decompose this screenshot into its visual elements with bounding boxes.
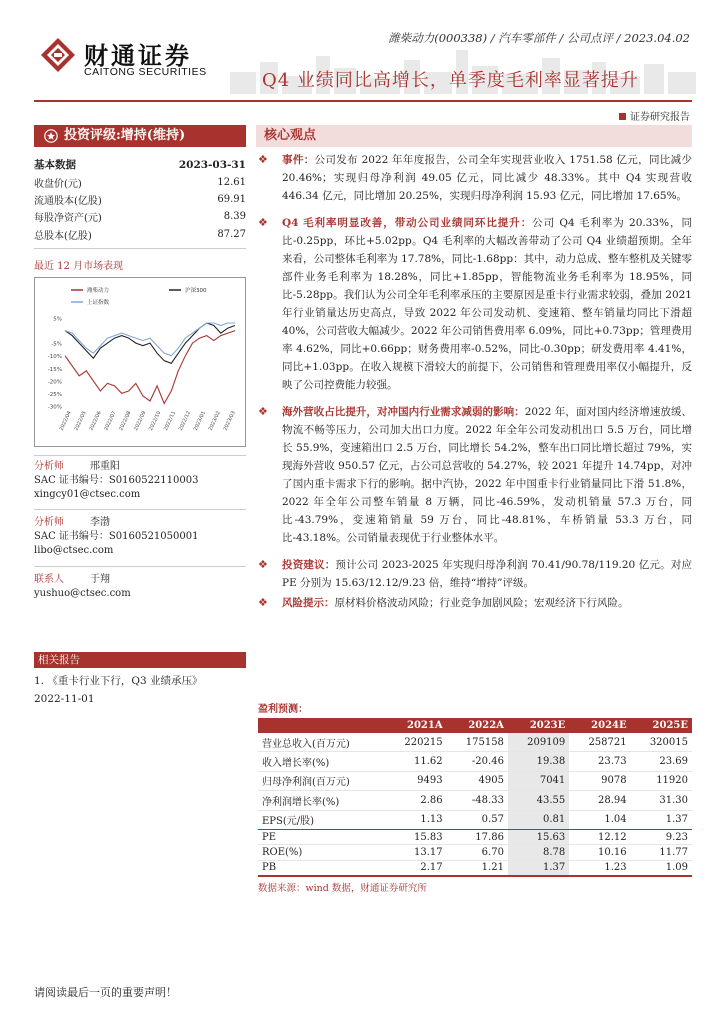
forecast-cell: 0.57 [447, 810, 508, 829]
core-view-header: 核心观点 [256, 125, 692, 147]
diamond-bullet-icon: ❖ [258, 558, 268, 571]
forecast-cell: 9.23 [631, 829, 692, 844]
x-tick-label: 2022/09 [133, 410, 148, 432]
legend-label: 潍柴动力 [87, 288, 110, 294]
basic-data-label: 总股本(亿股) [34, 230, 92, 242]
analyst-cert: SAC 证书编号：S0160521050001 [34, 531, 199, 542]
logo-text-en: CAITONG SECURITIES [84, 66, 207, 78]
x-tick-label: 2022/06 [88, 410, 103, 432]
forecast-cell: 10.16 [569, 845, 630, 860]
x-tick-label: 2022/12 [177, 410, 193, 432]
forecast-cell: 23.69 [631, 752, 692, 771]
forecast-row-label: PB [258, 860, 385, 876]
forecast-cell: 175158 [447, 733, 508, 752]
forecast-col-header: 2022A [447, 718, 508, 733]
basic-data-value: 8.39 [223, 211, 246, 223]
x-tick-label: 2023/03 [222, 410, 237, 432]
related-reports-header: 相关报告 [34, 652, 246, 668]
analyst-email[interactable]: libo@ctsec.com [34, 545, 114, 556]
sidebar-divider [34, 248, 246, 249]
diamond-bullet-icon: ❖ [258, 216, 268, 229]
report-type-label: 证券研究报告 [630, 112, 690, 123]
chart-label: 最近 12 月市场表现 [34, 261, 124, 272]
data-source: 数据来源：wind 数据，财通证券研究所 [258, 883, 427, 894]
forecast-cell: 258721 [569, 733, 630, 752]
forecast-cell: 0.81 [508, 810, 569, 829]
logo-text-cn: 财通证券 [84, 42, 192, 70]
forecast-table [258, 718, 692, 877]
x-tick-label: 2022/10 [148, 410, 163, 432]
diamond-bullet-icon: ❖ [258, 596, 268, 609]
forecast-cell: -48.33 [447, 791, 508, 810]
basic-data-table [34, 156, 246, 243]
x-tick-label: 2022/07 [103, 410, 118, 432]
point-head: Q4 毛利率明显改善，带动公司业绩同环比提升： [282, 217, 533, 229]
basic-data-row [34, 173, 246, 190]
forecast-cell: 4905 [447, 771, 508, 790]
analyst-name: 李渤 [90, 517, 110, 528]
basic-data-label: 流通股本(亿股) [34, 195, 102, 207]
forecast-cell: 2.86 [385, 791, 446, 810]
forecast-cell: 17.86 [447, 829, 508, 844]
basic-data-title: 基本数据 [34, 159, 76, 172]
forecast-col-header: 2021A [385, 718, 446, 733]
y-tick-label: -5% [51, 341, 62, 348]
basic-data-value: 69.91 [217, 193, 246, 205]
diamond-bullet-icon: ❖ [258, 153, 268, 166]
diamond-bullet-icon: ❖ [258, 405, 268, 418]
forecast-row [258, 860, 692, 876]
basic-data-date: 2023-03-31 [178, 158, 246, 171]
legend-label: 上证指数 [87, 300, 110, 306]
basic-data-value: 87.27 [217, 228, 246, 240]
y-tick-label: -10% [47, 354, 62, 361]
contact-email[interactable]: yushuo@ctsec.com [34, 588, 131, 599]
forecast-cell: 23.73 [569, 752, 630, 771]
rating-bar [34, 125, 246, 147]
forecast-cell: 9078 [569, 771, 630, 790]
forecast-cell: 320015 [631, 733, 692, 752]
forecast-cell: 11.62 [385, 752, 446, 771]
sidebar-divider [34, 509, 246, 510]
core-view-body [258, 151, 692, 621]
basic-data-row [34, 226, 246, 243]
forecast-cell: 43.55 [508, 791, 569, 810]
forecast-table-body [258, 733, 692, 876]
rating-label: 投资评级:增持(维持) [64, 128, 186, 143]
related-report-date: 2022-11-01 [34, 693, 95, 705]
x-tick-label: 2022/08 [118, 410, 133, 432]
forecast-cell: 12.12 [569, 829, 630, 844]
y-tick-label: -25% [47, 391, 62, 398]
forecast-cell: 209109 [508, 733, 569, 752]
point-text: 预计公司 2023-2025 年实现归母净利润 70.41/90.78/119.20 亿元。对应 PE 分别为 15.63/12.12/9.23 倍，维持“增持”评级。 [282, 559, 693, 589]
point-text: 公司 Q4 毛利率为 20.33%，同比-0.25pp，环比+5.02pp。Q4 毛利率的大幅改善带动了公司 Q4 业绩超预期。全年来看，公司整体毛利率为 17.78%，同比-1.68pp：其中，动力总成、整车整机及关键零部件业务毛利率为 18.28%，同比+1.85pp，智能物流业务毛利率为 18.95%，同比-5.28pp。我们认为公司全年毛利率承压的主要原因是重卡行业需求较弱，叠加 2021 年行业销量达历史高点，导致 2022 年公司发动机、变速箱、整车销量均同比下滑超 40%，公司营收大幅减少。2022 年公司销售费用率 6.09%，同比+0.73pp；管理费用率 4.62%，同比+0.66pp；财务费用率-0.52%，同比-0.30pp；研发费用率 4.41%，同比+1.03pp。在收入规模下滑较大的前提下，公司销售和管理费用率仅小幅提升，反映了公司控费能力较强。 [282, 217, 692, 391]
shield-icon [44, 129, 58, 143]
forecast-cell: 1.21 [447, 860, 508, 876]
analyst-block [34, 460, 246, 502]
forecast-header-row [258, 718, 692, 733]
series-line [65, 331, 235, 404]
forecast-row [258, 733, 692, 752]
forecast-row-label: 营业总收入(百万元) [258, 733, 385, 752]
forecast-cell: 1.37 [631, 810, 692, 829]
forecast-cell: 15.63 [508, 829, 569, 844]
y-tick-label: 5% [53, 316, 62, 323]
forecast-cell: 9493 [385, 771, 446, 790]
sidebar-divider [34, 455, 246, 456]
sidebar-divider [34, 566, 246, 567]
legend-label: 沪深300 [185, 288, 207, 294]
x-tick-label: 2023/01 [192, 410, 207, 432]
forecast-row-label: 收入增长率(%) [258, 752, 385, 771]
forecast-row-label: PE [258, 829, 385, 844]
forecast-label: 盈利预测： [258, 704, 308, 715]
basic-data-label: 每股净资产(元) [34, 213, 102, 225]
contact-name: 于翔 [90, 574, 110, 585]
forecast-cell: 19.38 [508, 752, 569, 771]
contact-role: 联系人 [34, 574, 64, 585]
point-head: 海外营收占比提升，对冲国内行业需求减弱的影响： [282, 406, 525, 418]
y-tick-label: -15% [47, 366, 62, 373]
square-bullet-icon [619, 113, 626, 120]
forecast-cell: 6.70 [447, 845, 508, 860]
x-tick-label: 2022/11 [162, 410, 178, 432]
series-line [65, 323, 235, 356]
point-text: 2022 年，面对国内经济增速放缓、物流不畅等压力，公司加大出口力度。2022 年全年公司发动机出口 5.5 万台，同比增长 55.9%，变速箱出口 2.5 万台，同比增长 54.2%，整车出口同比增长超过 79%，实现海外营收 950.57 亿元，占公司总营收的 54.27%，较 2021 年提升 14.74pp，对冲了国内重卡需求下行的影响。据中汽协，2022 年中国重卡行业销量同比下滑 51.8%，2022 年全年公司整车销量 8 万辆，同比-46.59%，发动机销量 57.3 万台，同比-43.79%，变速箱销量 59 万台，同比-48.81%，车桥销量 53.3 万台，同比-43.18%。公司销量表现优于行业整体水平。 [282, 406, 693, 544]
forecast-cell: 2.17 [385, 860, 446, 876]
forecast-row [258, 829, 692, 844]
basic-data-row [34, 208, 246, 225]
analyst-name: 邢重阳 [90, 461, 120, 472]
analyst-email[interactable]: xingcy01@ctsec.com [34, 489, 141, 500]
point-head: 事件： [282, 154, 315, 166]
report-title: Q4 业绩同比高增长，单季度毛利率显著提升 [262, 70, 639, 91]
related-reports-list [34, 672, 246, 708]
forecast-row-label: 归母净利润(百万元) [258, 771, 385, 790]
market-performance-chart [34, 277, 246, 447]
forecast-cell: 7041 [508, 771, 569, 790]
forecast-col-header: 2024E [569, 718, 630, 733]
forecast-cell: 15.83 [385, 829, 446, 844]
forecast-row-label: 净利润增长率(%) [258, 791, 385, 810]
header-divider [34, 100, 692, 102]
forecast-row-label: ROE(%) [258, 845, 385, 860]
forecast-row [258, 752, 692, 771]
forecast-row [258, 810, 692, 829]
forecast-col-header: 2023E [508, 718, 569, 733]
point-advice [258, 556, 692, 592]
analyst-role: 分析师 [34, 461, 64, 472]
point-text: 原材料价格波动风险；行业竞争加剧风险；宏观经济下行风险。 [334, 597, 629, 609]
basic-data-panel [34, 156, 246, 243]
forecast-cell: 31.30 [631, 791, 692, 810]
report-type [619, 108, 690, 123]
forecast-cell: 1.04 [569, 810, 630, 829]
forecast-row-label: EPS(元/股) [258, 810, 385, 829]
point-head: 风险提示： [282, 597, 335, 609]
point-risk [258, 594, 692, 612]
basic-data-value: 12.61 [217, 176, 246, 188]
forecast-cell: 1.09 [631, 860, 692, 876]
forecast-cell: -20.46 [447, 752, 508, 771]
forecast-cell: 8.78 [508, 845, 569, 860]
chart-svg [35, 278, 245, 446]
forecast-cell: 1.37 [508, 860, 569, 876]
forecast-cell: 11920 [631, 771, 692, 790]
point-overseas [258, 403, 692, 547]
forecast-cell: 11.77 [631, 845, 692, 860]
y-tick-label: -30% [47, 404, 62, 411]
breadcrumb: 潍柴动力(000338) / 汽车零部件 / 公司点评 / 2023.04.02 [388, 31, 690, 45]
forecast-row [258, 845, 692, 860]
x-tick-label: 2023/02 [207, 410, 222, 432]
x-tick-label: 2022/04 [58, 410, 73, 432]
point-head: 投资建议： [282, 559, 336, 571]
basic-data-row [34, 191, 246, 208]
caitong-logo-icon [40, 37, 76, 73]
forecast-col-header: 2025E [631, 718, 692, 733]
footer-disclaimer: 请阅读最后一页的重要声明！ [34, 986, 177, 999]
contact-block [34, 573, 246, 601]
point-margin [258, 214, 692, 394]
forecast-row [258, 771, 692, 790]
forecast-cell: 1.23 [569, 860, 630, 876]
forecast-col-header [258, 718, 385, 733]
basic-data-header-row [34, 156, 246, 173]
related-report-link[interactable]: 1. 《重卡行业下行，Q3 业绩承压》 [34, 675, 203, 687]
point-text: 公司发布 2022 年年度报告，公司全年实现营业收入 1751.58 亿元，同比减少 20.46%；实现归母净利润 49.05 亿元，同比减少 48.33%。其中 Q4 实现营收 446.34 亿元，同比增加 20.25%，实现归母净利润 15.93 亿元，同比增加 17.65%。 [282, 154, 692, 202]
forecast-row [258, 791, 692, 810]
basic-data-label: 收盘价(元) [34, 178, 82, 190]
forecast-cell: 28.94 [569, 791, 630, 810]
y-tick-label: -20% [47, 379, 62, 386]
forecast-cell: 1.13 [385, 810, 446, 829]
point-event [258, 151, 692, 205]
forecast-cell: 220215 [385, 733, 446, 752]
analyst-role: 分析师 [34, 517, 64, 528]
series-line [65, 323, 235, 363]
analyst-cert: SAC 证书编号：S0160522110003 [34, 475, 199, 486]
x-tick-label: 2022/05 [73, 410, 88, 432]
forecast-cell: 13.17 [385, 845, 446, 860]
analyst-block [34, 516, 246, 558]
